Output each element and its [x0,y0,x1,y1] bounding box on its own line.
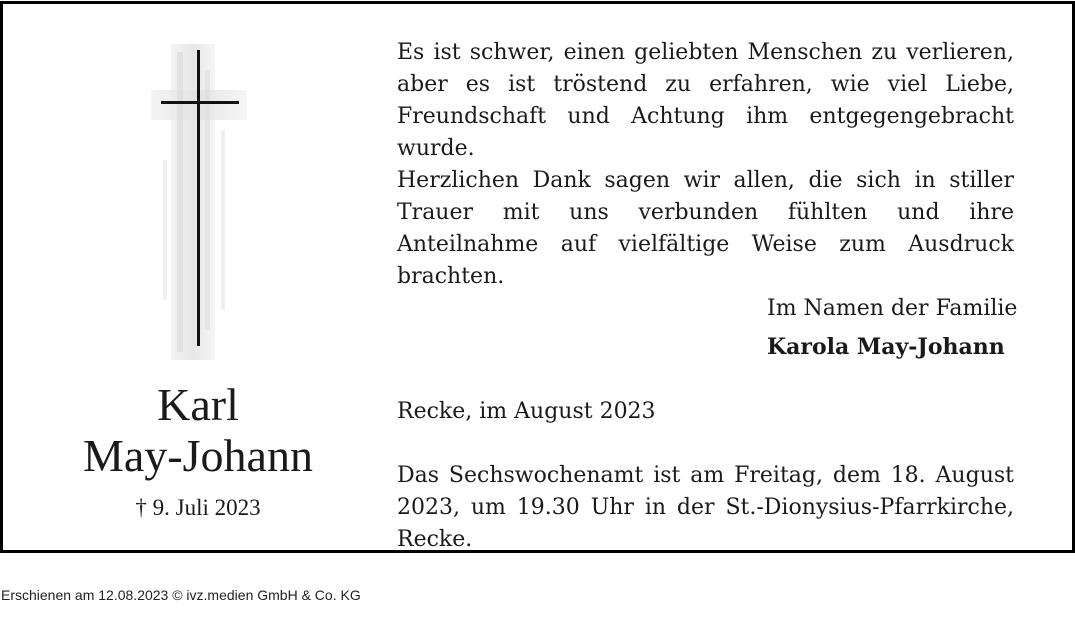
cross-icon [143,40,253,362]
deceased-last-name: May-Johann [83,430,313,481]
obituary-notice [0,1,1075,553]
cross-image [143,40,253,362]
deceased-first-name: Karl [157,379,239,430]
signature-intro: Im Namen der Familie [767,296,1018,321]
publication-footer: Erschienen am 12.08.2023 © ivz.medien GmbH & Co. KG [1,587,361,603]
signature-name: Karola May-Johann [767,334,1005,360]
condolence-paragraph: Es ist schwer, einen geliebten Menschen zu verlieren, aber es ist tröstend zu erfahren, wie viel Liebe, Freundschaft und Achtung ihm entgegengebracht wurde. [397,40,1014,161]
service-info-paragraph: Das Sechswochenamt ist am Freitag, dem 18. August 2023, um 19.30 Uhr in der St.-Dionysius-Pfarrkirche, Recke. [397,463,1014,552]
thanks-paragraph: Herzlichen Dank sagen wir allen, die sich in stiller Trauer mit uns verbunden fühlten und ihre Anteilnahme auf vielfältige Weise zum Ausdruck brachten. [397,168,1014,289]
place-date: Recke, im August 2023 [397,399,656,424]
death-date: † 9. Juli 2023 [135,495,261,520]
